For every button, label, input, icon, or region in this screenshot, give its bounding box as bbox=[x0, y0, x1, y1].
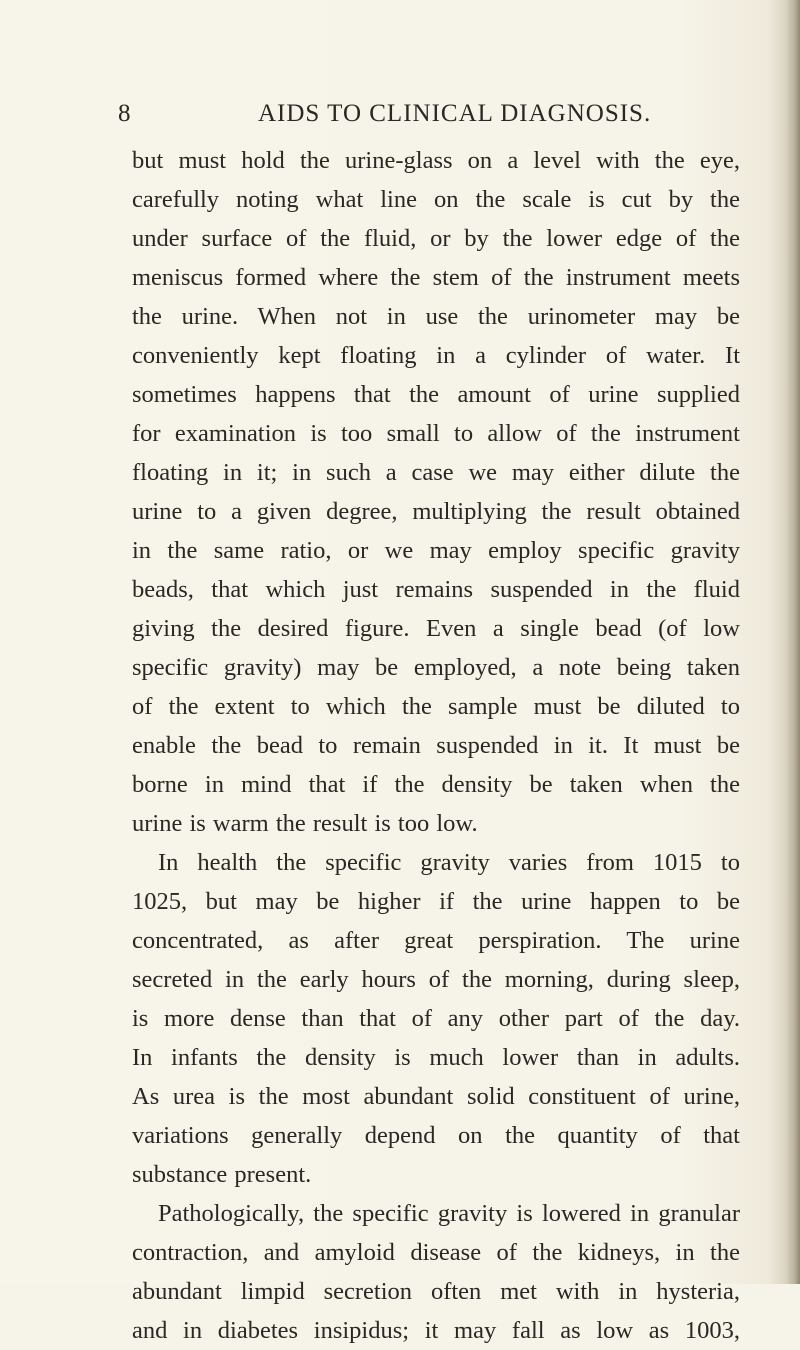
text-line: specific gravity) may be employed, a note being taken bbox=[132, 654, 740, 681]
page-number: 8 bbox=[118, 100, 131, 127]
text-line: and in diabetes insipidus; it may fall as low as 1003, bbox=[132, 1317, 740, 1344]
text-line: beads, that which just remains suspended in the fluid bbox=[132, 576, 740, 603]
text-line: is more dense than that of any other part of the day. bbox=[132, 1005, 740, 1032]
text-line: enable the bead to remain suspended in it. It must be bbox=[132, 732, 740, 759]
text-line: of the extent to which the sample must be diluted to bbox=[132, 693, 740, 720]
page-edge-shadow bbox=[786, 0, 800, 1284]
text-line: contraction, and amyloid disease of the kidneys, in the bbox=[132, 1239, 740, 1266]
text-line: concentrated, as after great perspiration. The urine bbox=[132, 927, 740, 954]
text-line: Pathologically, the specific gravity is lowered in granular bbox=[158, 1200, 740, 1227]
text-line: carefully noting what line on the scale is cut by the bbox=[132, 186, 740, 213]
text-line: for examination is too small to allow of the instrument bbox=[132, 420, 740, 447]
text-line: giving the desired figure. Even a single bead (of low bbox=[132, 615, 740, 642]
text-line: urine to a given degree, multiplying the result obtained bbox=[132, 498, 740, 525]
text-line: substance present. bbox=[132, 1161, 312, 1188]
text-line: In infants the density is much lower than in adults. bbox=[132, 1044, 740, 1071]
text-line: floating in it; in such a case we may either dilute the bbox=[132, 459, 740, 486]
text-line: in the same ratio, or we may employ specific gravity bbox=[132, 537, 740, 564]
text-line: under surface of the fluid, or by the lower edge of the bbox=[132, 225, 740, 252]
text-line: urine is warm the result is too low. bbox=[132, 810, 478, 837]
text-line: but must hold the urine-glass on a level with the eye, bbox=[132, 147, 740, 174]
running-header bbox=[0, 100, 800, 140]
text-line: variations generally depend on the quantity of that bbox=[132, 1122, 740, 1149]
text-line: 1025, but may be higher if the urine happen to be bbox=[132, 888, 740, 915]
text-line: As urea is the most abundant solid constituent of urine, bbox=[132, 1083, 740, 1110]
text-line: meniscus formed where the stem of the instrument meets bbox=[132, 264, 740, 291]
text-line: conveniently kept floating in a cylinder of water. It bbox=[132, 342, 740, 369]
text-line: the urine. When not in use the urinometer may be bbox=[132, 303, 740, 330]
text-line: In health the specific gravity varies from 1015 to bbox=[158, 849, 740, 876]
running-title: AIDS TO CLINICAL DIAGNOSIS. bbox=[258, 100, 652, 127]
text-line: abundant limpid secretion often met with in hysteria, bbox=[132, 1278, 740, 1305]
text-line: secreted in the early hours of the morning, during sleep, bbox=[132, 966, 740, 993]
body-text bbox=[132, 141, 740, 1350]
text-line: sometimes happens that the amount of urine supplied bbox=[132, 381, 740, 408]
text-line: borne in mind that if the density be taken when the bbox=[132, 771, 740, 798]
